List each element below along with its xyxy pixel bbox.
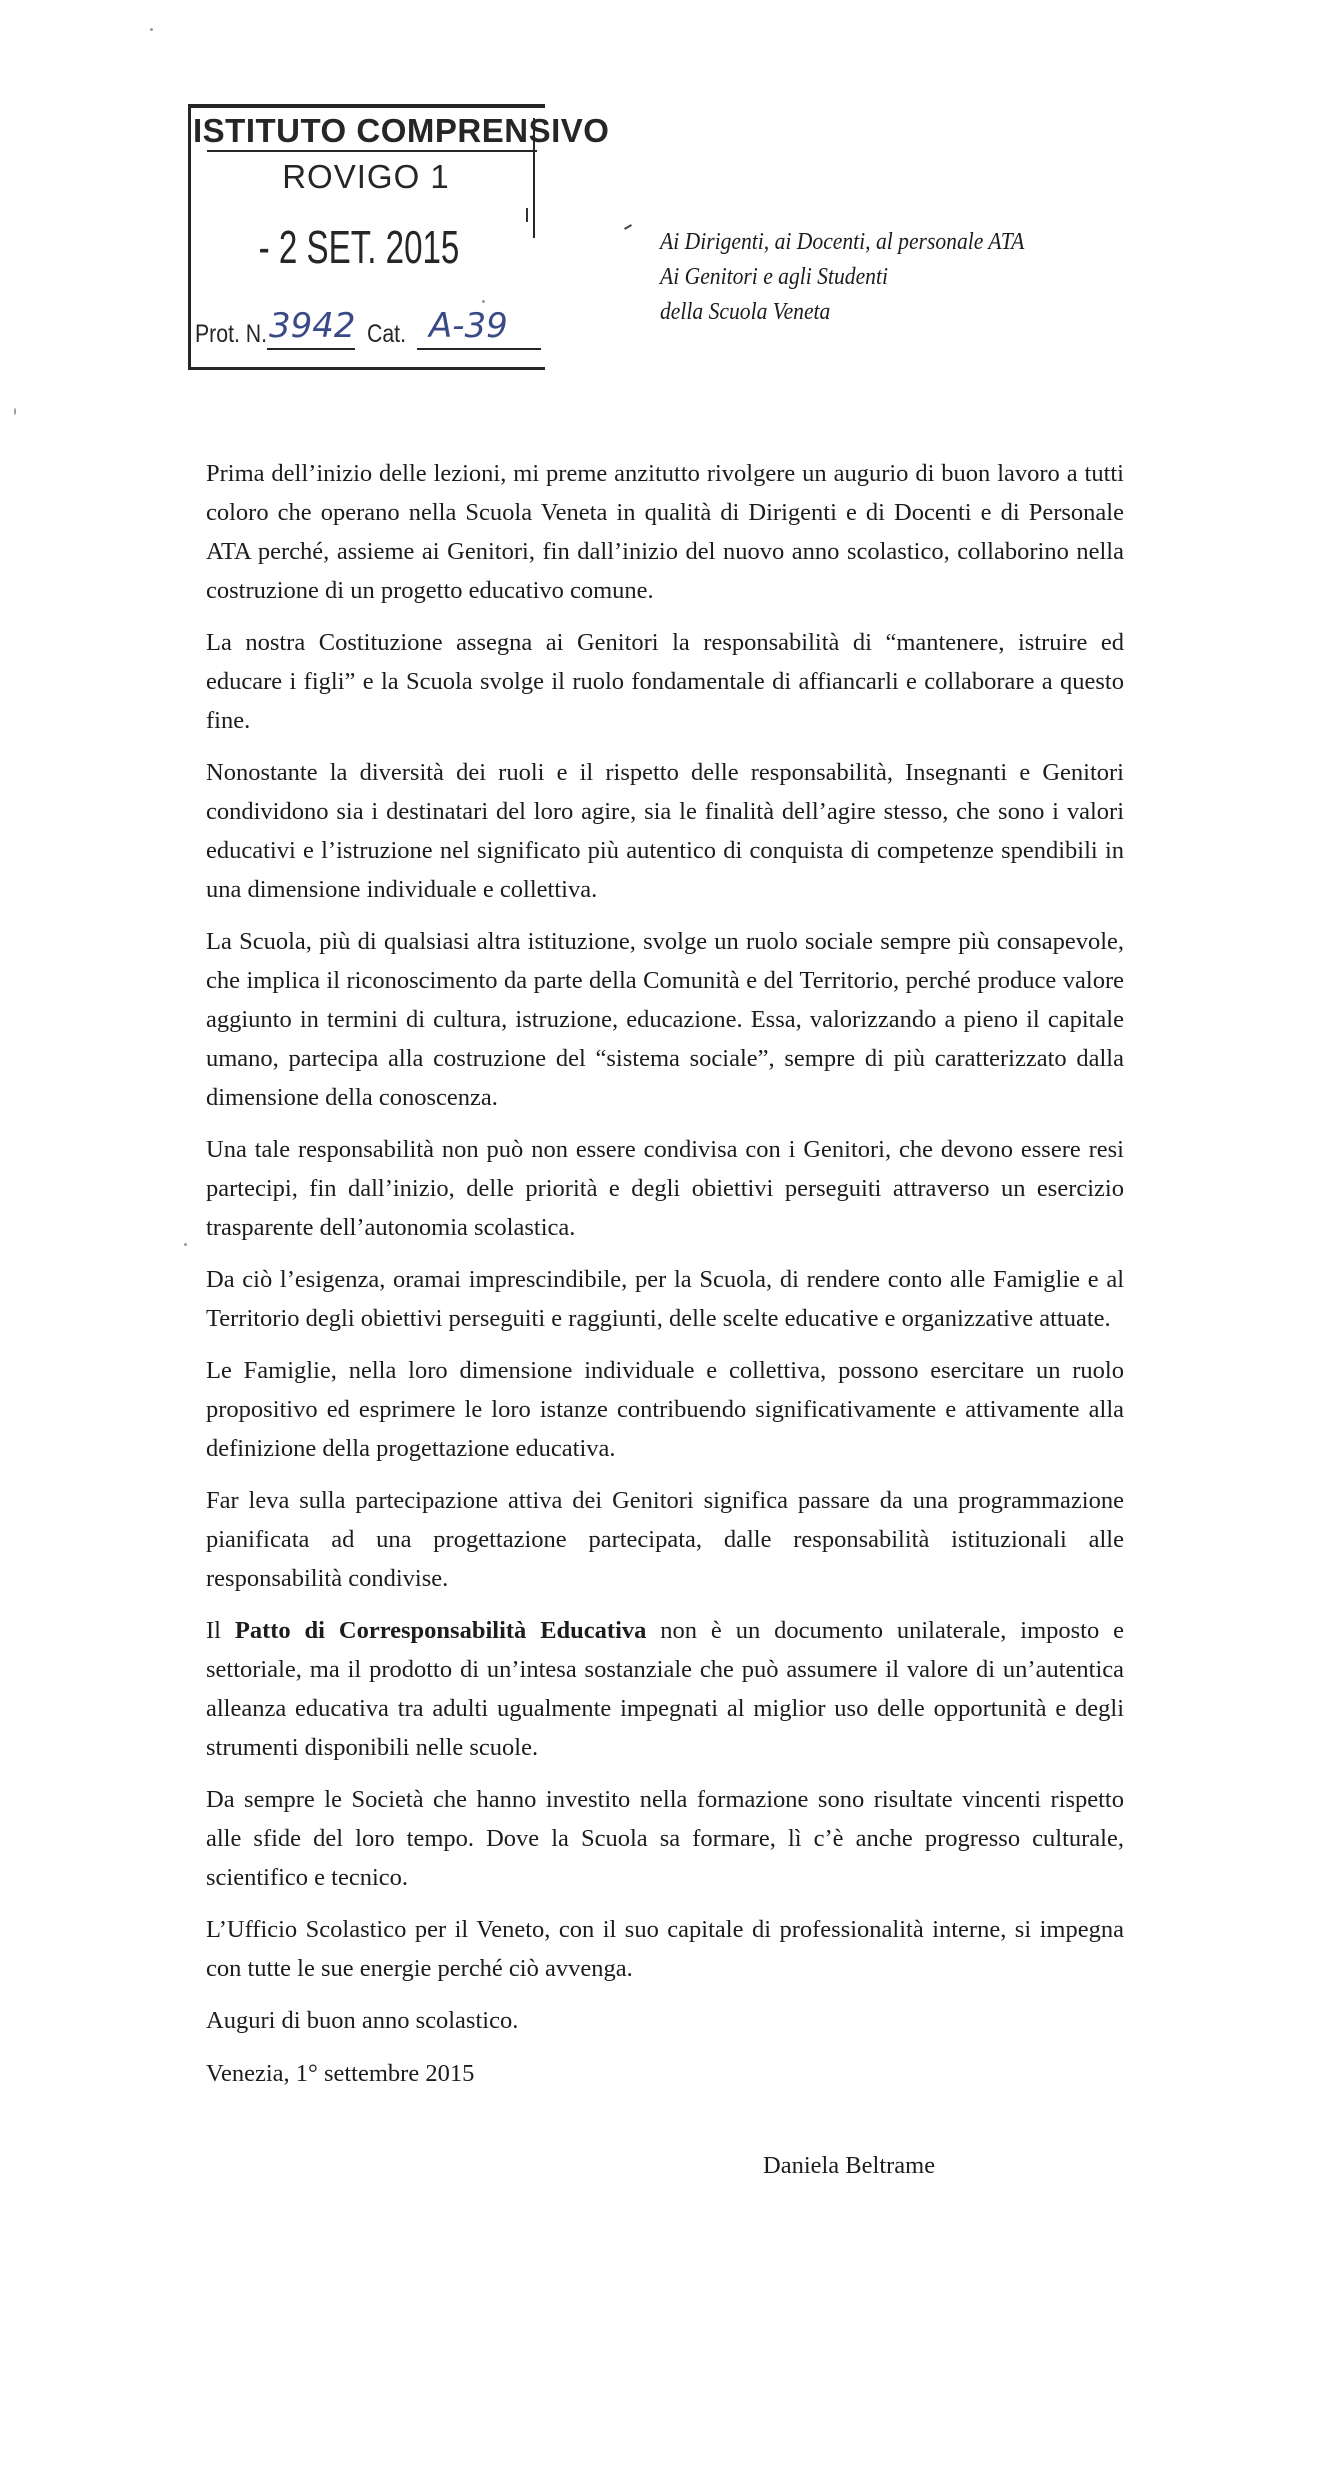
paragraph: Nonostante la diversità dei ruoli e il rispetto delle responsabilità, Insegnanti e Genitori condividono sia i destinatari del loro agire, sia le finalità dell’agire stesso, che sono i valori educativi e l’istruzione nel significato più autentico di conquista di competenze spendibili in una dimensione individuale e collettiva.	[206, 759, 1124, 903]
scan-speck	[184, 1243, 187, 1246]
paragraph	[206, 1611, 1124, 1767]
scan-speck	[150, 28, 153, 31]
pact-title: Patto di Corresponsabilità Educativa	[234, 1617, 647, 1644]
stamp-cat-number: A-39	[429, 306, 508, 346]
paragraph: Far leva sulla partecipazione attiva dei Genitori significa passare da una programmazione pianificata ad una progettazione partecipata, dalle responsabilità istituzionali alle responsabilità condivise.	[206, 1487, 1124, 1592]
scan-speck	[482, 300, 485, 303]
stamp-city: ROVIGO 1	[282, 158, 450, 195]
stamp-prot-underline	[267, 348, 355, 350]
addressee-block	[660, 225, 1024, 330]
letter-body	[206, 454, 1124, 2107]
paragraph: Prima dell’inizio delle lezioni, mi preme anzitutto rivolgere un augurio di buon lavoro a tutti coloro che operano nella Scuola Veneta in qualità di Dirigenti e di Docenti e di Personale ATA perché, assieme ai Genitori, fin dall’inizio del nuovo anno scolastico, collaborino nella costruzione di un progetto educativo comune.	[206, 460, 1124, 604]
paragraph: La Scuola, più di qualsiasi altra istituzione, svolge un ruolo sociale sempre più consapevole, che implica il riconoscimento da parte della Comunità e del Territorio, perché produce valore aggiunto in termini di cultura, istruzione, educazione. Essa, valorizzando a pieno il capitale umano, partecipa alla costruzione del “sistema sociale”, sempre di più caratterizzato dalla dimensione della conoscenza.	[206, 928, 1124, 1111]
stamp-cat-underline	[417, 348, 541, 350]
place-date: Venezia, 1° settembre 2015	[206, 2060, 475, 2087]
closing-wishes: Auguri di buon anno scolastico.	[206, 2007, 519, 2034]
addressee-line: Ai Dirigenti, ai Docenti, al personale ATA	[660, 229, 1025, 255]
stamp-cat-label: Cat.	[367, 320, 406, 348]
stamp-rule	[207, 150, 537, 152]
scan-speck	[14, 408, 16, 415]
paragraph: Da sempre le Società che hanno investito nella formazione sono risultate vincenti rispetto alle sfide del loro tempo. Dove la Scuola sa formare, lì c’è anche progresso culturale, scientifico e tecnico.	[206, 1786, 1124, 1891]
addressee-line: della Scuola Veneta	[660, 299, 831, 325]
addressee-line: Ai Genitori e agli Studenti	[660, 264, 888, 290]
paragraph: La nostra Costituzione assegna ai Genitori la responsabilità di “mantenere, istruire ed educare i figli” e la Scuola svolge il ruolo fondamentale di affiancarli e collaborare a questo fine.	[206, 629, 1124, 734]
pen-mark	[624, 224, 632, 230]
paragraph-text: non è un documento unilaterale, imposto e settoriale, ma il prodotto di un’intesa sostanziale che può assumere il valore di un’autentica alleanza educativa tra adulti ugualmente impegnati al miglior uso delle opportunità e degli strumenti disponibili nelle scuole.	[206, 1617, 1125, 1761]
stamp-prot-number: 3942	[269, 306, 356, 346]
stamp-prot-label: Prot. N.	[195, 320, 268, 348]
paragraph: L’Ufficio Scolastico per il Veneto, con il suo capitale di professionalità interne, si impegna con tutte le sue energie perché ciò avvenga.	[206, 1916, 1124, 1982]
paragraph-text: Il	[206, 1617, 235, 1644]
paragraph: Le Famiglie, nella loro dimensione individuale e collettiva, possono esercitare un ruolo propositivo ed esprimere le loro istanze contribuendo significativamente e attivamente alla definizione della progettazione educativa.	[206, 1357, 1124, 1462]
paragraph: Una tale responsabilità non può non essere condivisa con i Genitori, che devono essere resi partecipi, fin dall’inizio, delle priorità e degli obiettivi perseguiti attraverso un esercizio trasparente dell’autonomia scolastica.	[206, 1136, 1124, 1241]
protocol-stamp	[188, 104, 610, 370]
stamp-tick	[526, 208, 528, 222]
paragraph: Da ciò l’esigenza, oramai imprescindibile, per la Scuola, di rendere conto alle Famiglie e al Territorio degli obiettivi perseguiti e raggiunti, delle scelte educative e organizzative attuate.	[206, 1266, 1124, 1332]
stamp-institute-name: ISTITUTO COMPRENSIVO	[193, 112, 610, 149]
stamp-date: - 2 SET. 2015	[258, 221, 460, 273]
signature-name: Daniela Beltrame	[763, 2152, 936, 2179]
